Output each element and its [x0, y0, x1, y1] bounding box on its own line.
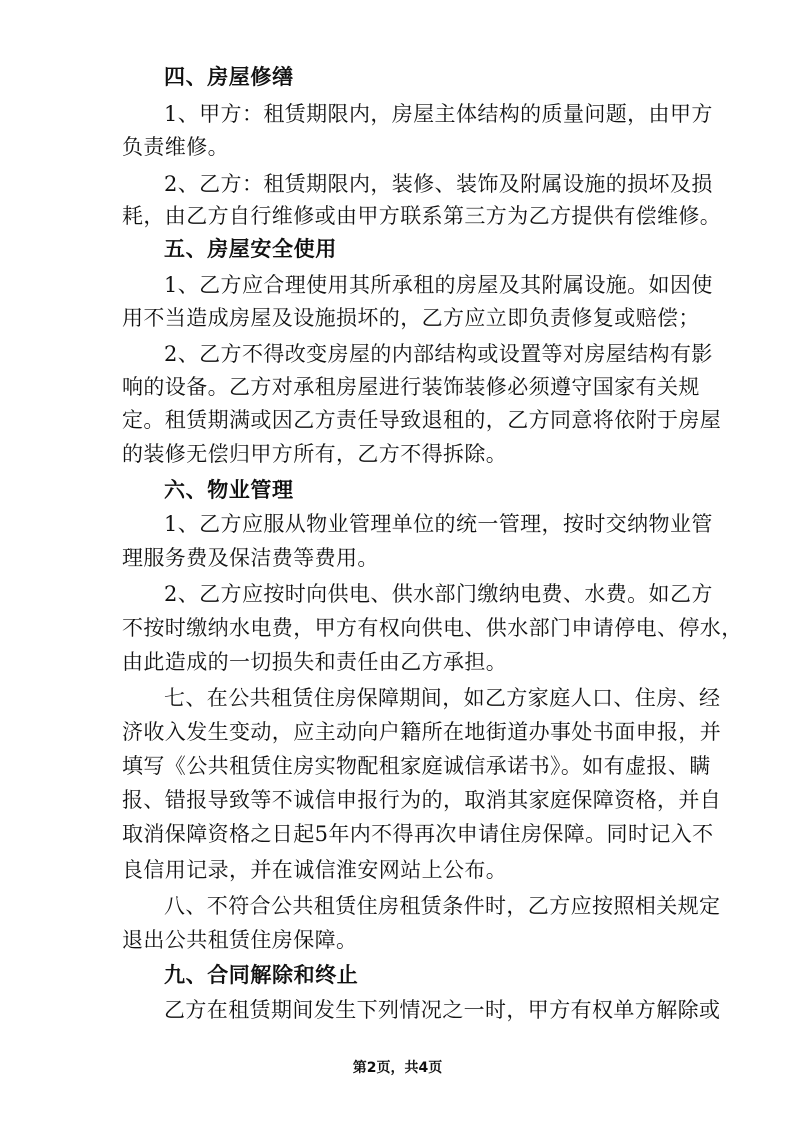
section-heading-house-safety: 五、房屋安全使用: [164, 237, 337, 261]
paragraph-line: 不按时缴纳水电费，甲方有权向供电、供水部门申请停电、停水，: [122, 616, 743, 640]
paragraph-line: 济收入发生变动，应主动向户籍所在地街道办事处书面申报，并: [122, 720, 722, 744]
paragraph-line: 由此造成的一切损失和责任由乙方承担。: [122, 650, 508, 674]
paragraph-line: 负责维修。: [122, 135, 229, 159]
paragraph-line: 的装修无偿归甲方所有，乙方不得拆除。: [122, 442, 508, 466]
paragraph-line: 2、乙方应按时向供电、供水部门缴纳电费、水费。如乙方: [164, 582, 713, 606]
paragraph-line: 八、不符合公共租赁住房租赁条件时，乙方应按照相关规定: [164, 894, 721, 918]
paragraph-line: 报、错报导致等不诚信申报行为的，取消其家庭保障资格，并自: [122, 788, 722, 812]
paragraph-line: 2、乙方不得改变房屋的内部结构或设置等对房屋结构有影: [164, 342, 713, 366]
paragraph-line: 1、乙方应合理使用其所承租的房屋及其附属设施。如因使: [164, 273, 713, 297]
paragraph-line: 1、甲方：租赁期限内，房屋主体结构的质量问题，由甲方: [164, 102, 713, 126]
paragraph-line: 用不当造成房屋及设施损坏的，乙方应立即负责修复或赔偿；: [122, 306, 700, 330]
paragraph-line: 填写《公共租赁住房实物配租家庭诚信承诺书》。如有虚报、瞒: [122, 754, 711, 778]
paragraph-line: 七、在公共租赁住房保障期间，如乙方家庭人口、住房、经: [164, 686, 721, 710]
section-heading-house-repair: 四、房屋修缮: [164, 65, 294, 89]
paragraph-line: 取消保障资格之日起5年内不得再次申请住房保障。同时记入不: [122, 822, 714, 846]
paragraph-line: 良信用记录，并在诚信淮安网站上公布。: [122, 858, 508, 882]
paragraph-line: 耗，由乙方自行维修或由甲方联系第三方为乙方提供有偿维修。: [122, 204, 722, 228]
page-number-footer: 第2页，共4页: [352, 1060, 443, 1076]
paragraph-line: 2、乙方：租赁期限内，装修、装饰及附属设施的损坏及损: [164, 172, 713, 196]
section-heading-property-management: 六、物业管理: [164, 478, 294, 502]
paragraph-line: 1、乙方应服从物业管理单位的统一管理，按时交纳物业管: [164, 512, 713, 536]
paragraph-line: 乙方在租赁期间发生下列情况之一时，甲方有权单方解除或: [164, 998, 721, 1022]
paragraph-line: 理服务费及保洁费等费用。: [122, 546, 379, 570]
paragraph-line: 退出公共租赁住房保障。: [122, 928, 358, 952]
paragraph-line: 响的设备。乙方对承租房屋进行装饰装修必须遵守国家有关规: [122, 375, 700, 399]
paragraph-line: 定。租赁期满或因乙方责任导致退租的，乙方同意将依附于房屋: [122, 408, 722, 432]
section-heading-contract-termination: 九、合同解除和终止: [164, 963, 359, 987]
